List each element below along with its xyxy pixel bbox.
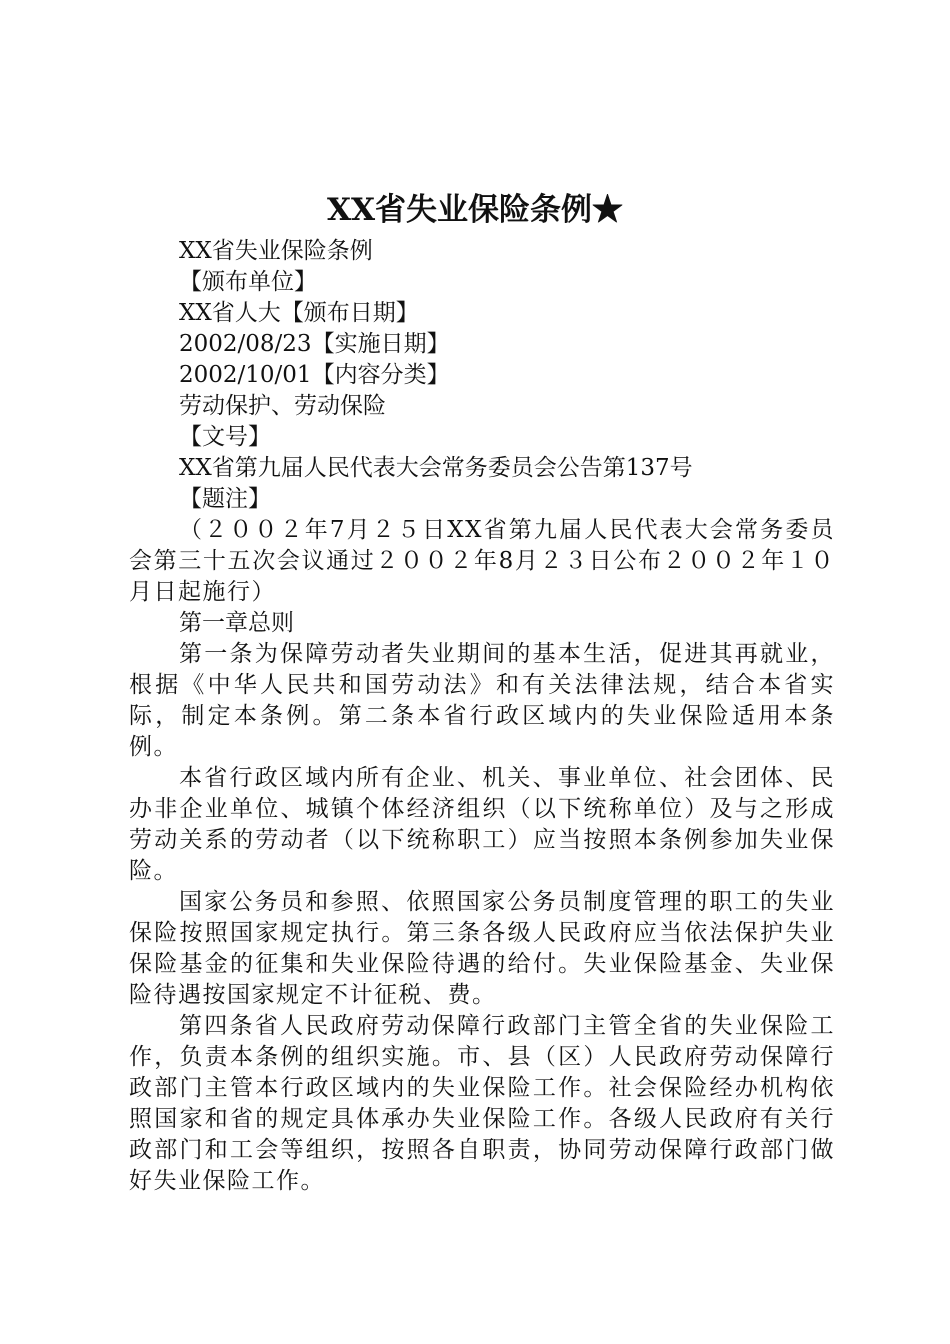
meta-line-issue-date: 2002/08/23【实施日期】 xyxy=(179,331,450,357)
article-paragraph-4: 第四条省人民政府劳动保障行政部门主管全省的失业保险工作，负责本条例的组织实施。市、县（区）人民政府劳动保障行政部门主管本行政区域内的失业保险工作。社会保险经办机构依照国家和省的规定具体承办失业保险工作。各级人民政府有关行政部门和工会等组织，按照各自职责，协同劳动保障行政部门做好失业保险工作。 xyxy=(129,1013,835,1194)
meta-line-doc-number: XX省第九届人民代表大会常务委员会公告第137号 xyxy=(179,455,693,481)
meta-line-category: 劳动保护、劳动保险 xyxy=(179,393,386,419)
document-body xyxy=(129,236,835,1197)
meta-line-effective-date: 2002/10/01【内容分类】 xyxy=(179,362,450,388)
meta-line-doc-number-label: 【文号】 xyxy=(179,424,271,450)
article-paragraph-1: 第一条为保障劳动者失业期间的基本生活，促进其再就业，根据《中华人民共和国劳动法》和有关法律法规，结合本省实际，制定本条例。第二条本省行政区域内的失业保险适用本条例。 xyxy=(129,641,835,760)
document-title: XX省失业保险条例★ xyxy=(326,192,624,228)
meta-line-title: XX省失业保险条例 xyxy=(179,238,373,264)
article-paragraph-3: 国家公务员和参照、依照国家公务员制度管理的职工的失业保险按照国家规定执行。第三条各级人民政府应当依法保护失业保险基金的征集和失业保险待遇的给付。失业保险基金、失业保险待遇按国家规定不计征税、费。 xyxy=(129,889,835,1008)
meta-line-issuer-label: 【颁布单位】 xyxy=(179,269,317,295)
article-paragraph-2: 本省行政区域内所有企业、机关、事业单位、社会团体、民办非企业单位、城镇个体经济组织（以下统称单位）及与之形成劳动关系的劳动者（以下统称职工）应当按照本条例参加失业保险。 xyxy=(129,765,835,884)
chapter-heading: 第一章总则 xyxy=(179,610,294,636)
meta-line-issuer: XX省人大【颁布日期】 xyxy=(179,300,419,326)
note-paragraph: （２００２年7月２５日XX省第九届人民代表大会常务委员会第三十五次会议通过２００２年8月２３日公布２００２年１０月日起施行） xyxy=(129,517,835,605)
meta-line-note-label: 【题注】 xyxy=(179,486,271,512)
